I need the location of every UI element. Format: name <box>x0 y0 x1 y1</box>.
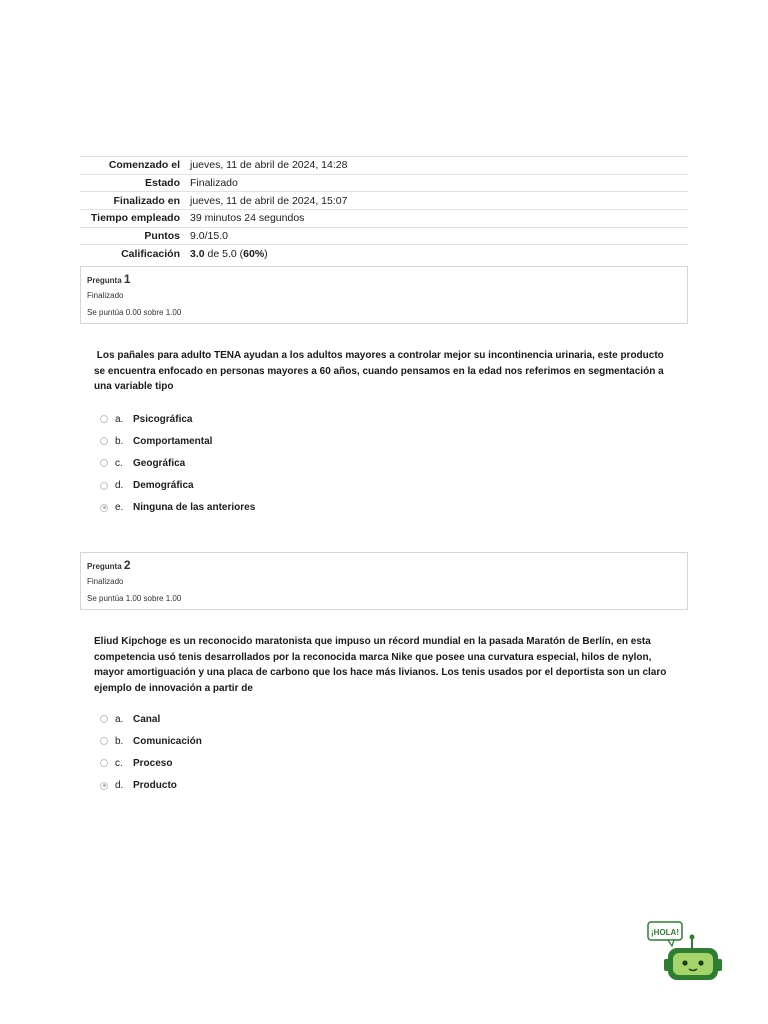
question-state: Finalizado <box>87 291 124 300</box>
radio-button-selected[interactable] <box>100 782 108 790</box>
summary-row <box>80 227 688 245</box>
question-title <box>87 272 131 286</box>
mascot-bubble-text: ¡HOLA! <box>651 928 679 937</box>
summary-row <box>80 157 688 175</box>
answer-option[interactable] <box>100 452 500 474</box>
summary-label: Estado <box>144 177 180 190</box>
question-text: Eliud Kipchoge es un reconocido maratonista que impuso un récord mundial en la pasada Maratón de Berlín, en esta competencia usó tenis desarrollados por la reconocida marca Nike que posee una curvatura especial, hilos de nylon, mayor amortiguación y una placa de carbono que los hace más livianos. Los tenis usados por el deportista son un claro ejemplo de innovación a partir de <box>94 636 667 694</box>
summary-value: jueves, 11 de abril de 2024, 15:07 <box>190 194 348 207</box>
question-number: 2 <box>123 558 131 572</box>
question-text: Los pañales para adulto TENA ayudan a los adultos mayores a controlar mejor su incontinencia urinaria, este producto se encuentra enfocado en personas mayores a 60 años, cuando pensamos en la edad nos referimos en segmentación a una variable tipo <box>94 350 667 392</box>
answer-option[interactable] <box>100 430 500 452</box>
answer-text: Psicográfica <box>133 413 193 425</box>
radio-button[interactable] <box>100 759 108 767</box>
answer-text: Ninguna de las anteriores <box>133 502 256 514</box>
question-label: Pregunta <box>87 562 122 571</box>
radio-button[interactable] <box>100 737 108 745</box>
answer-list <box>100 708 500 797</box>
summary-row <box>80 245 688 262</box>
summary-label: Tiempo empleado <box>90 212 180 225</box>
grade-score: 3.0 <box>190 247 205 260</box>
answer-text: Canal <box>133 713 161 725</box>
answer-text: Comportamental <box>133 435 213 447</box>
answer-option[interactable] <box>100 708 500 730</box>
answer-option[interactable] <box>100 752 500 774</box>
answer-text: Demográfica <box>133 480 194 492</box>
answer-text: Geográfica <box>133 457 186 469</box>
summary-row <box>80 210 688 228</box>
answer-letter: a. <box>115 413 124 425</box>
summary-value: 39 minutos 24 segundos <box>190 212 305 225</box>
answer-letter: c. <box>115 757 123 769</box>
summary-row <box>80 192 688 210</box>
summary-value: jueves, 11 de abril de 2024, 14:28 <box>190 159 348 172</box>
answer-text: Proceso <box>133 757 173 769</box>
radio-button[interactable] <box>100 482 108 490</box>
grade-scale: de 5.0 ( <box>204 247 244 260</box>
question-grade: Se puntúa 0.00 sobre 1.00 <box>87 308 182 317</box>
grade-percent: 60% <box>243 247 265 260</box>
radio-button[interactable] <box>100 715 108 723</box>
question-number: 1 <box>123 272 131 286</box>
answer-letter: d. <box>115 480 124 492</box>
question-info-box <box>80 552 688 610</box>
radio-button[interactable] <box>100 415 108 423</box>
answer-letter: e. <box>115 502 124 514</box>
answer-option[interactable] <box>100 497 500 519</box>
summary-label: Finalizado en <box>113 194 180 207</box>
robot-mascot-icon[interactable] <box>646 918 730 984</box>
answer-text: Comunicación <box>133 735 202 747</box>
summary-value: 9.0/15.0 <box>190 230 228 243</box>
radio-button[interactable] <box>100 437 108 445</box>
answer-letter: b. <box>115 735 124 747</box>
answer-text: Producto <box>133 780 177 792</box>
answer-letter: a. <box>115 713 124 725</box>
radio-button-selected[interactable] <box>100 504 108 512</box>
summary-value: Finalizado <box>190 177 238 190</box>
summary-label: Puntos <box>144 230 180 243</box>
attempt-summary-table <box>80 156 688 262</box>
grade-value <box>190 245 688 262</box>
answer-list <box>100 408 500 519</box>
summary-label: Calificación <box>121 247 180 260</box>
question-label: Pregunta <box>87 276 122 285</box>
chat-mascot-button[interactable] <box>646 918 730 984</box>
answer-option[interactable] <box>100 475 500 497</box>
summary-row <box>80 174 688 192</box>
summary-label: Comenzado el <box>108 159 180 172</box>
answer-option[interactable] <box>100 775 500 797</box>
answer-letter: b. <box>115 435 124 447</box>
answer-option[interactable] <box>100 730 500 752</box>
answer-letter: c. <box>115 457 123 469</box>
question-title <box>87 558 131 572</box>
question-grade: Se puntúa 1.00 sobre 1.00 <box>87 594 182 603</box>
answer-letter: d. <box>115 780 124 792</box>
question-state: Finalizado <box>87 577 124 586</box>
radio-button[interactable] <box>100 459 108 467</box>
answer-option[interactable] <box>100 408 500 430</box>
grade-close: ) <box>264 247 268 260</box>
question-info-box <box>80 266 688 324</box>
